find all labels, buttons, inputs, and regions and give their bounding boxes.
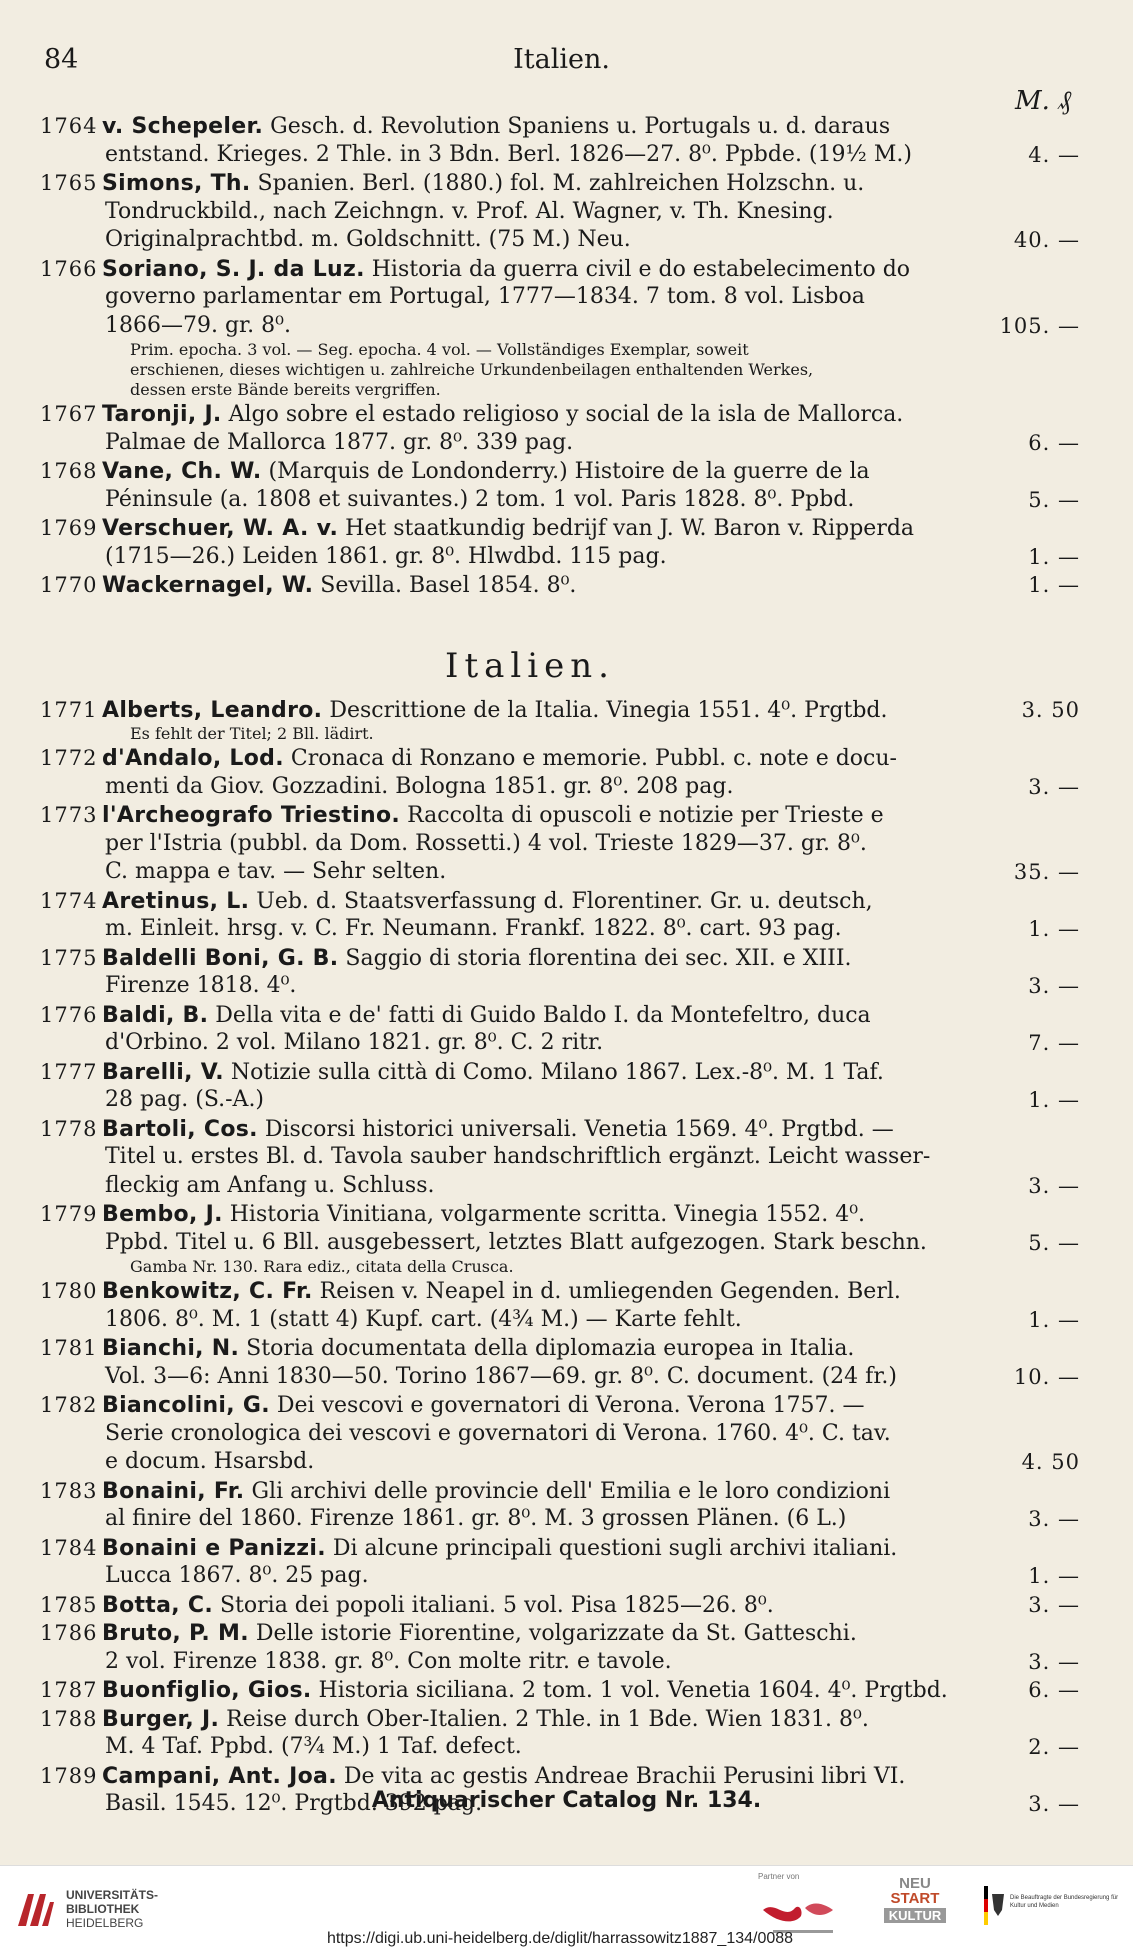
catalog-entry [40,1477,1080,1534]
entry-line [40,830,985,859]
entry-line [40,1505,1080,1534]
entry-line [40,1172,1080,1201]
catalog-entry [40,887,1080,944]
entry-price: 4. 50 [1021,1450,1080,1474]
entry-text: Ppbd. Titel u. 6 Bll. ausgebessert, letztes Blatt aufgezogen. Stark beschn. [105,1229,927,1255]
catalog-entry [40,400,1080,457]
neustart-line: START [890,1890,940,1907]
entry-line [40,169,985,198]
entry-text: per l'Istria (pubbl. da Dom. Rossetti.) 4 vol. Trieste 1829—37. gr. 8⁰. [105,830,867,856]
entry-text: Serie cronologica dei vescovi e governatori di Verona. 1760. 4⁰. C. tav. [105,1420,891,1446]
catalog-entry [40,457,1080,514]
entry-text: 2 vol. Firenze 1838. gr. 8⁰. Con molte ritr. e tavole. [105,1648,672,1674]
entry-line [40,1334,985,1363]
entry-text: Spanien. Berl. (1880.) fol. M. zahlreichen Holzschn. u. [257,171,865,196]
running-title: Italien. [513,44,610,75]
entry-line [40,1733,1080,1762]
running-head [44,44,1079,84]
entry-line [40,1306,1080,1335]
entry-author: Verschuer, W. A. v. [102,516,339,541]
entry-author: Bartoli, Cos. [102,1116,258,1142]
entry-line [40,1001,985,1030]
entry-author: Barelli, V. [102,1059,224,1085]
entry-price: 1. — [1028,917,1080,941]
entry-line [40,1534,985,1563]
entry-text: Descrittione de la Italia. Vinegia 1551. 4⁰. Prgtbd. [329,697,888,723]
entry-text: 28 pag. (S.-A.) [105,1087,265,1112]
lot-number: 1779 [40,1202,98,1226]
entry-price: 10. — [1013,1364,1080,1389]
entry-line [40,1391,985,1420]
bkm-text: Die Beauftragte der Bundesregierung für Kultur und Medien [1010,1895,1119,1909]
entry-note: dessen erste Bände bereits vergriffen. [130,380,441,399]
entry-author: Biancolini, G. [102,1393,270,1418]
entry-line [40,486,1080,515]
catalog-entry [40,255,1080,401]
entry-line [40,1363,1080,1392]
entry-text: Notizie sulla città di Como. Milano 1867. Lex.-8⁰. M. 1 Taf. [230,1059,884,1085]
university-seal-icon [12,1886,60,1934]
entry-text: De vita ac gestis Andreae Brachii Perusini libri VI. [343,1763,906,1789]
entry-author: Vane, Ch. W. [102,459,262,484]
entry-author: Wackernagel, W. [102,573,314,598]
entry-text: 1806. 8⁰. M. 1 (statt 4) Kupf. cart. (4¾ M.) — Karte fehlt. [105,1306,742,1332]
entry-price: 1. — [1028,1307,1080,1332]
entry-line [40,543,1080,572]
catalog-entry [40,1534,1080,1591]
catalog-entries [40,112,1080,1819]
page-url[interactable]: https://digi.ub.uni-heidelberg.de/diglit/harrassowitz1887_134/0088 [326,1930,794,1947]
catalog-entry [40,169,1080,255]
entry-note: Gamba Nr. 130. Rara ediz., citata della Crusca. [130,1257,514,1276]
catalog-entry [40,1591,1080,1620]
catalog-entry [40,744,1080,801]
entry-text: Gesch. d. Revolution Spaniens u. Portugals u. d. daraus [270,114,891,139]
entry-price: 105. — [999,313,1080,338]
partner-label: Partner von [758,1872,800,1881]
entry-line [40,1705,985,1734]
entry-line [40,887,985,916]
entry-text: e docum. Hsarsbd. [105,1449,315,1474]
lot-number: 1771 [40,697,98,722]
entry-author: Buonfiglio, Gios. [102,1678,312,1703]
entry-text: Delle istorie Fiorentine, volgarizzate da St. Gatteschi. [255,1621,857,1646]
entry-text: Reise durch Ober-Italien. 2 Thle. in 1 Bde. Wien 1831. 8⁰. [226,1706,869,1732]
entry-text: Sevilla. Basel 1854. 8⁰. [320,573,577,598]
entry-text: M. 4 Taf. Ppbd. (7¾ M.) 1 Taf. defect. [105,1734,522,1759]
entry-line [40,1676,1080,1705]
entry-price: 1. — [1028,544,1080,569]
entry-line [40,1277,985,1306]
entry-line [40,744,985,773]
page-number: 84 [44,44,79,75]
lot-number: 1768 [40,459,98,483]
entry-author: Burger, J. [102,1706,220,1732]
library-name [66,1888,158,1930]
entry-text: Het staatkundig bedrijf van J. W. Baron v. Ripperda [345,516,915,541]
entry-line [40,801,985,830]
catalog-entry [40,1058,1080,1115]
entry-text: fleckig am Anfang u. Schluss. [105,1172,435,1198]
lot-number: 1785 [40,1592,98,1617]
entry-text: Saggio di storia florentina dei sec. XII. e XIII. [345,945,852,971]
entry-line [40,1619,985,1648]
lot-number: 1764 [40,114,98,138]
entry-author: Campani, Ant. Joa. [102,1763,337,1789]
entry-price: 6. — [1028,430,1080,455]
entry-price: 7. — [1028,1031,1080,1055]
entry-line [40,773,1080,802]
catalog-entry [40,1001,1080,1058]
lot-number: 1775 [40,945,98,970]
entry-line [40,226,1080,255]
lot-number: 1777 [40,1059,98,1084]
entry-line [40,112,985,141]
entry-note: Es fehlt der Titel; 2 Bll. lädirt. [130,724,374,743]
catalog-entry [40,1115,1080,1201]
entry-text: Gli archivi delle provincie dell' Emilia e le loro condizioni [251,1478,891,1504]
catalog-entry [40,696,1080,745]
lot-number: 1766 [40,256,98,281]
lot-number: 1778 [40,1116,98,1141]
entry-text: Raccolta di opuscoli e notizie per Trieste e [407,803,884,828]
entry-line [40,696,1080,725]
catalog-entry [40,1334,1080,1391]
entry-text: Reisen v. Neapel in d. umliegenden Gegenden. Berl. [319,1279,901,1304]
lot-number: 1767 [40,402,98,426]
lot-number: 1787 [40,1678,98,1702]
entry-line [40,141,1080,170]
entry-line [40,1200,985,1229]
entry-price: 6. — [1028,1678,1080,1702]
neustart-kultur-logo [884,1876,946,1936]
entry-line [40,312,1080,341]
entry-line [40,1648,1080,1677]
entry-author: Bonaini, Fr. [102,1478,245,1504]
lot-number: 1769 [40,516,98,540]
entry-author: Taronji, J. [102,402,222,427]
lot-number: 1774 [40,888,98,913]
library-name-line: BIBLIOTHEK [66,1902,140,1916]
entry-line [40,1591,1080,1620]
lot-number: 1765 [40,171,98,195]
lot-number: 1786 [40,1621,98,1645]
entry-text: Palmae de Mallorca 1877. gr. 8⁰. 339 pag. [105,429,574,455]
entry-line [40,429,1080,458]
entry-text: Vol. 3—6: Anni 1830—50. Torino 1867—69. gr. 8⁰. C. document. (24 fr.) [105,1363,897,1389]
entry-line [40,457,985,486]
entry-text: Historia da guerra civil e do estabelecimento do [371,256,911,282]
entry-price: 40. — [1013,228,1080,252]
section-heading: Italien. [445,645,615,686]
entry-author: Aretinus, L. [102,888,250,914]
entries-before-section [40,112,1080,600]
entry-note: erschienen, dieses wichtigen u. zahlreiche Urkundenbeilagen enthaltenden Werkes, [130,360,814,379]
entry-line [40,198,985,227]
entry-text: Tondruckbild., nach Zeichngn. v. Prof. Al. Wagner, v. Th. Knesing. [105,198,834,224]
entry-text: Historia Vinitiana, volgarmente scritta. Vinegia 1552. 4⁰. [229,1202,866,1227]
entry-line [40,1229,1080,1258]
catalog-entry [40,1676,1080,1705]
catalog-footer: Antiquarischer Catalog Nr. 134. [371,1788,762,1813]
entry-text: Basil. 1545. 12⁰. Prgtbd. 392 pag. [105,1791,483,1816]
entry-text: Della vita e de' fatti di Guido Baldo I. da Montefeltro, duca [215,1002,871,1028]
catalog-entry [40,514,1080,571]
entry-line [40,1448,1080,1477]
entry-text: Cronaca di Ronzano e memorie. Pubbl. c. note e docu- [290,746,897,771]
entry-price: 1. — [1028,1088,1080,1112]
entry-text: Di alcune principali questioni sugli archivi italiani. [332,1535,898,1561]
entry-line [40,1477,985,1506]
entry-text: Storia dei popoli italiani. 5 vol. Pisa 1825—26. 8⁰. [219,1592,774,1618]
entry-price: 3. — [1028,1507,1080,1531]
entry-text: menti da Giov. Gozzadini. Bologna 1851. gr. 8⁰. 208 pag. [105,773,734,799]
entry-text: Originalprachtbd. m. Goldschnitt. (75 M.) Neu. [105,227,631,252]
catalog-entry [40,1391,1080,1477]
entry-line [40,283,985,312]
entry-text: Péninsule (a. 1808 et suivantes.) 2 tom. 1 vol. Paris 1828. 8⁰. Ppbd. [105,486,855,512]
entry-line [40,1115,985,1144]
lot-number: 1782 [40,1393,98,1417]
entry-text: Algo sobre el estado religioso y social de la isla de Mallorca. [228,402,904,427]
entry-price: 3. — [1028,1592,1080,1617]
entry-price: 2. — [1028,1735,1080,1759]
entry-line [40,1420,985,1449]
catalog-entry [40,1277,1080,1334]
entry-text: entstand. Krieges. 2 Thle. in 3 Bdn. Berl. 1826—27. 8⁰. Ppbde. (19½ M.) [105,141,912,167]
entry-author: Bianchi, N. [102,1336,240,1361]
federal-eagle-icon [984,1886,1006,1926]
entry-line [40,571,1080,600]
lot-number: 1772 [40,746,98,770]
lot-number: 1781 [40,1336,98,1360]
neustart-line: KULTUR [884,1908,946,1923]
entry-price: 1. — [1028,573,1080,597]
entry-text: Firenze 1818. 4⁰. [105,973,297,998]
entry-text: Storia documentata della diplomazia europea in Italia. [246,1336,855,1361]
entry-text: d'Orbino. 2 vol. Milano 1821. gr. 8⁰. C. 2 ritr. [105,1030,604,1055]
lot-number: 1784 [40,1535,98,1560]
currency-column-head: M. ₰ [1015,86,1072,116]
entry-author: Bruto, P. M. [102,1621,249,1646]
entry-author: Alberts, Leandro. [102,697,323,723]
entry-line [40,255,985,284]
library-name-line: UNIVERSITÄTS- [66,1888,159,1902]
entry-price: 3. — [1028,974,1080,998]
lot-number: 1789 [40,1763,98,1788]
lot-number: 1770 [40,573,98,597]
entry-price: 35. — [1013,860,1080,884]
entry-line [40,400,985,429]
entry-line [40,1058,985,1087]
entry-price: 5. — [1028,487,1080,512]
entry-note: Prim. epocha. 3 vol. — Seg. epocha. 4 vol. — Vollständiges Exemplar, soweit [130,340,749,359]
lot-number: 1783 [40,1478,98,1503]
entry-line [40,514,985,543]
entry-line [40,1086,1080,1115]
entry-price: 3. — [1028,1649,1080,1674]
entry-text: Lucca 1867. 8⁰. 25 pag. [105,1563,369,1588]
entry-price: 3. 50 [1021,697,1080,722]
entries-italien [40,696,1080,1819]
entry-price: 5. — [1028,1230,1080,1255]
entry-author: Botta, C. [102,1592,213,1618]
entry-text: C. mappa e tav. — Sehr selten. [105,859,447,884]
catalog-entry [40,571,1080,600]
catalog-entry [40,1705,1080,1762]
entry-text: Ueb. d. Staatsverfassung d. Florentiner. Gr. u. deutsch, [256,888,873,914]
entry-text: Dei vescovi e governatori di Verona. Verona 1757. — [276,1393,865,1418]
entry-text: Titel u. erstes Bl. d. Tavola sauber handschriftlich ergänzt. Leicht wasser- [105,1144,931,1169]
entry-text: Historia siciliana. 2 tom. 1 vol. Venetia 1604. 4⁰. Prgtbd. [318,1678,948,1703]
entry-author: Bembo, J. [102,1202,223,1227]
entry-author: Benkowitz, C. Fr. [102,1279,313,1304]
entry-text: (Marquis de Londonderry.) Histoire de la guerre de la [268,459,870,484]
entry-author: Soriano, S. J. da Luz. [102,256,365,282]
entry-line [40,972,1080,1001]
library-name-line: HEIDELBERG [66,1916,144,1930]
entry-line [40,915,1080,944]
entry-line [40,1143,985,1172]
entry-line [40,944,985,973]
lot-number: 1776 [40,1002,98,1027]
entry-line [40,1029,1080,1058]
catalog-entry [40,1619,1080,1676]
entry-line [40,1762,985,1791]
catalog-entry [40,112,1080,169]
entry-author: l'Archeografo Triestino. [102,803,401,828]
entry-author: Simons, Th. [102,171,251,196]
entry-text: m. Einleit. hrsg. v. C. Fr. Neumann. Frankf. 1822. 8⁰. cart. 93 pag. [105,916,842,941]
entry-text: Discorsi historici universali. Venetia 1569. 4⁰. Prgtbd. — [264,1116,894,1142]
entry-text: (1715—26.) Leiden 1861. gr. 8⁰. Hlwdbd. 115 pag. [105,543,667,569]
entry-line [40,1562,1080,1591]
entry-author: Baldelli Boni, G. B. [102,945,339,971]
entry-author: v. Schepeler. [102,114,264,139]
catalog-entry [40,801,1080,887]
lot-number: 1780 [40,1279,98,1303]
neustart-line: NEU [899,1875,931,1892]
catalog-entry [40,944,1080,1001]
entry-author: Bonaini e Panizzi. [102,1535,326,1561]
entry-text: al finire del 1860. Firenze 1861. gr. 8⁰. M. 3 grossen Plänen. (6 L.) [105,1506,847,1531]
entry-price: 1. — [1028,1564,1080,1588]
entry-text: 1866—79. gr. 8⁰. [105,312,291,338]
entry-text: governo parlamentar em Portugal, 1777—1834. 7 tom. 8 vol. Lisboa [105,284,865,309]
entry-price: 4. — [1028,142,1080,167]
entry-author: Baldi, B. [102,1002,209,1028]
entry-price: 3. — [1028,1173,1080,1198]
entry-line [40,858,1080,887]
lot-number: 1773 [40,803,98,827]
entry-price: 3. — [1028,1792,1080,1816]
viewer-footer-bar [0,1865,1133,1952]
entry-price: 3. — [1028,774,1080,799]
entry-author: d'Andalo, Lod. [102,746,284,771]
catalog-entry [40,1200,1080,1277]
lot-number: 1788 [40,1706,98,1731]
